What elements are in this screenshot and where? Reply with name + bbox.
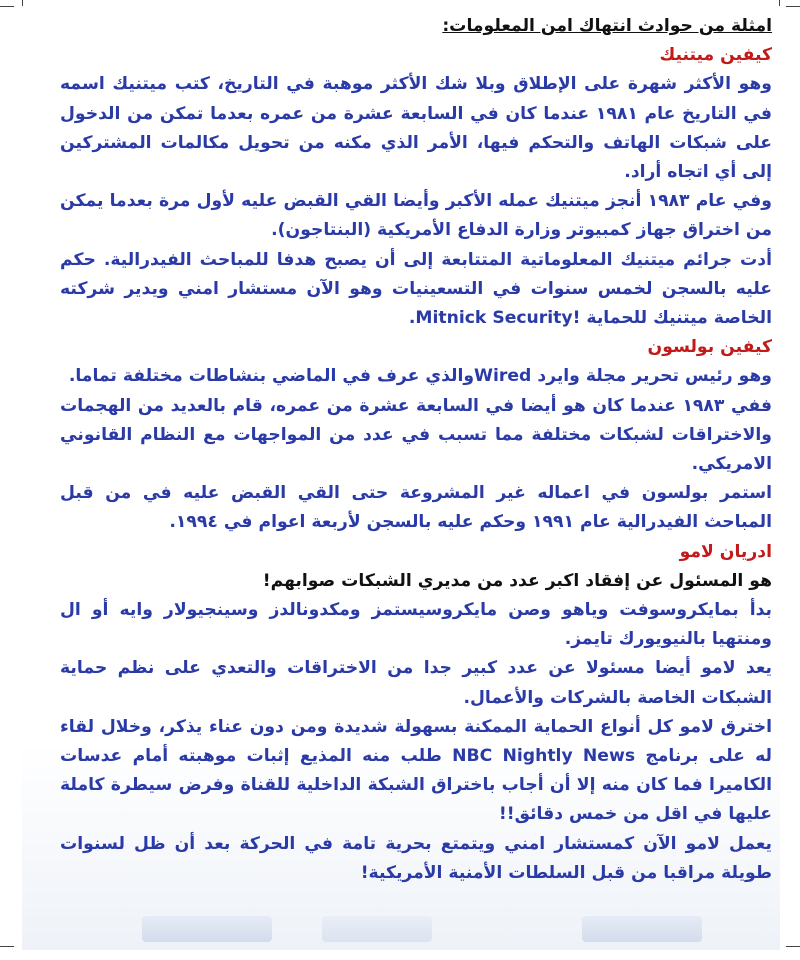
paragraph [60, 830, 772, 888]
paragraph-text: أدت جرائم ميتنيك المعلوماتية المتتابعة إلى أن يصبح هدفا للمباحث الفيدرالية. حكم عليه بالسجن لخمس سنوات في التسعينيات وهو الآن مستشار امني ويدير شركته الخاصة ميتنيك للحماية [60, 249, 772, 329]
paragraph-text: هو المسئول عن إفقاد اكبر عدد من مديري الشبكات صوابهم! [262, 570, 772, 591]
paragraph [60, 596, 772, 654]
person-name-poulsen: كيفين بولسون [647, 337, 772, 358]
person-name-lamo: ادريان لامو [679, 541, 772, 562]
crop-mark-top-right-vertical [779, 0, 780, 6]
paragraph [60, 713, 772, 830]
paragraph [60, 479, 772, 537]
paragraph-text: بدأ بمايكروسوفت وياهو وصن مايكروسيستمز ومكدونالدز وسينجيولار وايه أو ال ومنتهيا بالنيويورك تايمز. [60, 600, 772, 650]
crop-mark-top-right [786, 6, 800, 7]
paragraph [60, 567, 772, 596]
paragraph [60, 70, 772, 187]
paragraph-text-end: . [408, 308, 416, 329]
paragraph-text: يعمل لامو الآن كمستشار امني ويتمتع بحرية تامة في الحركة بعد أن ظل لسنوات طويلة مراقبا من قبل السلطات الأمنية الأمريكية! [60, 833, 772, 883]
crop-mark-bottom-right [786, 946, 800, 947]
paragraph [60, 654, 772, 712]
paragraph [60, 392, 772, 480]
paragraph-text: ففي ١٩٨٣ عندما كان هو أيضا في السابعة عشرة من عمره، قام بالعديد من الهجمات والاختراقات لشبكات مختلفة مما تسبب في عدد من المواجهات مع النظام القانوني الامريكي. [60, 395, 773, 475]
latin-term: NBC Nightly News [452, 746, 636, 767]
document-page [22, 8, 780, 950]
paragraph-text: يعد لامو أيضا مسئولا عن عدد كبير جدا من الاختراقات والتعدي على نظم حماية الشبكات الخاصة بالشركات والأعمال. [60, 658, 772, 708]
background-decoration-center [322, 916, 432, 942]
paragraph-text-end: والذي عرف في الماضي بنشاطات مختلفة تماما. [68, 366, 475, 387]
paragraph-text: اخترق لامو كل أنواع الحماية الممكنة بسهولة شديدة ومن دون عناء يذكر، وخلال لقاء له على برنامج [60, 716, 773, 767]
document-body [60, 12, 772, 888]
background-decoration-right [582, 916, 702, 942]
crop-mark-top-left-vertical [22, 0, 23, 6]
document-title: امثلة من حوادث انتهاك امن المعلومات: [442, 16, 772, 36]
crop-mark-bottom-left [0, 946, 14, 947]
paragraph-text: وهو الأكثر شهرة على الإطلاق وبلا شك الأكثر موهبة في التاريخ، كتب ميتنيك اسمه في التاريخ عام ١٩٨١ عندما كان في السابعة عشرة من عمره بعدما تمكن من الدخول على شبكات الهاتف والتحكم فيها، الأمر الذي مكنه من تحويل مكالمات المشتركين إلى أي اتجاه أراد. [60, 74, 772, 183]
latin-term: Wired [474, 366, 532, 387]
paragraph-text: استمر بولسون في اعماله غير المشروعة حتى القي القبض عليه في من قبل المباحث الفيدرالية عام ١٩٩١ وحكم عليه بالسجن لأربعة اعوام في ١٩٩٤. [60, 483, 772, 533]
background-decoration-left [142, 916, 272, 942]
paragraph-text: وفي عام ١٩٨٣ أنجز ميتنيك عمله الأكبر وأيضا القي القبض عليه لأول مرة بعدما يمكن من اختراق جهاز كمبيوتر وزارة الدفاع الأمريكية (البنتاجون). [60, 191, 772, 241]
person-name-mitnick: كيفين ميتنيك [659, 45, 772, 66]
crop-mark-top-left [0, 6, 14, 7]
paragraph [60, 362, 772, 391]
paragraph-text-end: طلب منه المذيع إثبات موهبته أمام عدسات الكاميرا فما كان منه إلا أن أجاب باختراق الشبكة الداخلية للقناة وفرض سيطرة كاملة عليها في اقل من خمس دقائق!! [60, 746, 772, 825]
latin-term: Mitnick Security! [415, 308, 581, 329]
paragraph-text: وهو رئيس تحرير مجلة وايرد [537, 366, 772, 387]
paragraph [60, 187, 772, 245]
paragraph [60, 246, 772, 334]
